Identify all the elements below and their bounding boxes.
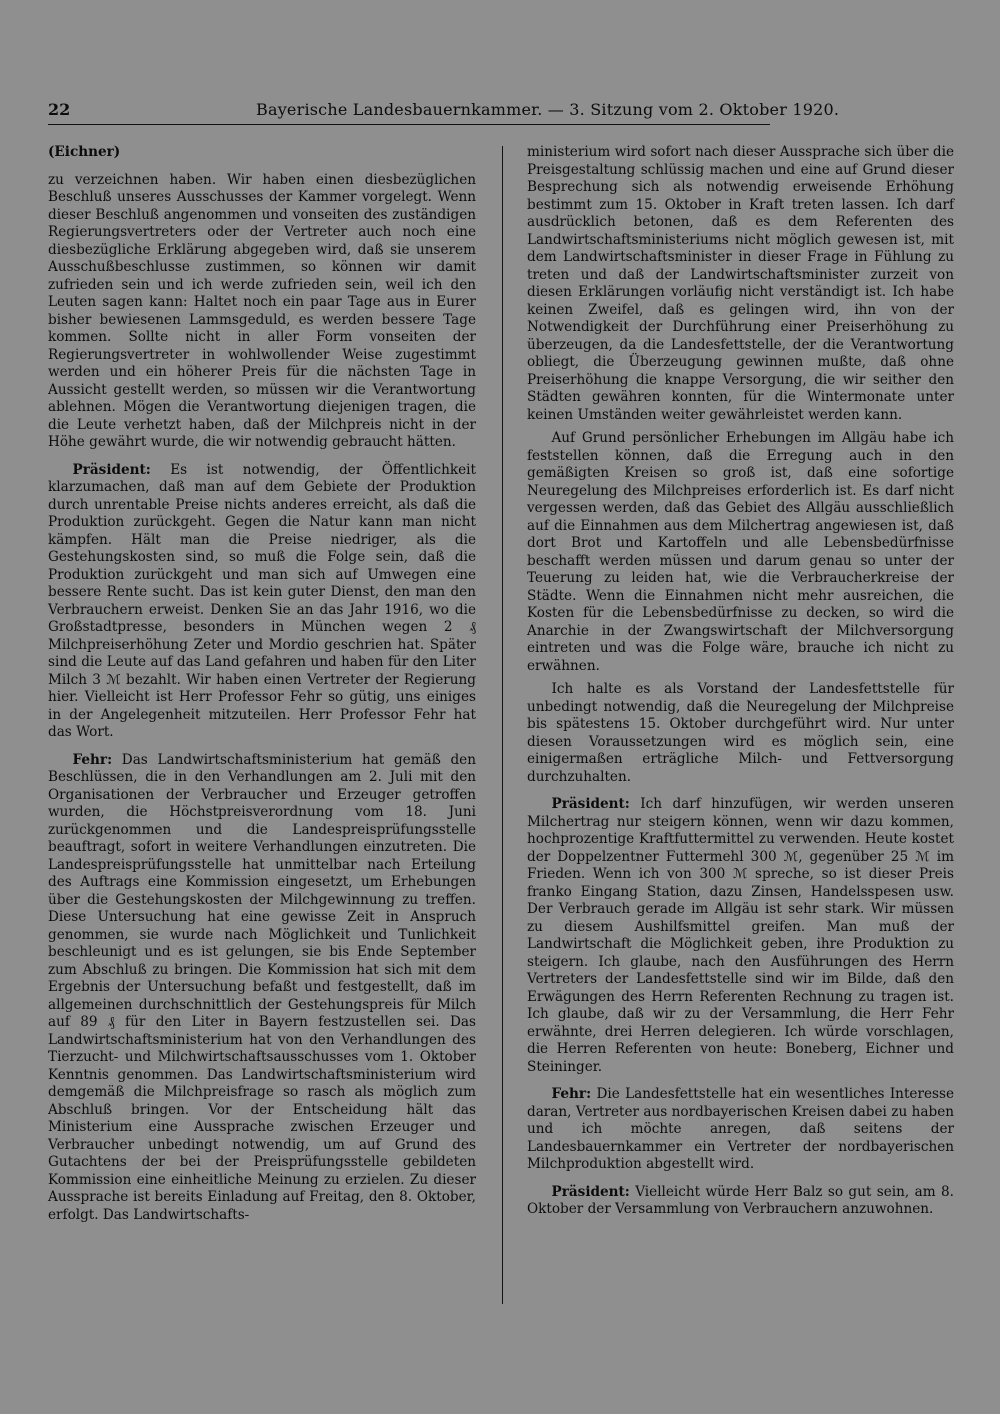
- paragraph: Auf Grund persönlicher Erhebungen im Allgäu habe ich feststellen können, daß die Erregung auch in den gemäßigten Kreisen so groß ist, daß eine sofortige Neuregelung des Milchpreises erforderlich ist. Es darf nicht vergessen werden, daß das Gebiet des Allgäu ausschließlich auf die Einnahmen aus dem Milchertrag angewiesen ist, daß dort Brot und Kartoffeln und alle Lebensbedürfnisse beschafft werden müssen und darum genau so unter der Teuerung zu leiden hat, wie die Verbraucherkreise der Städte. Wenn die Einnahmen nicht mehr ausreichen, die Kosten für die Lebensbedürfnisse zu decken, so wird die Anarchie in der Zwangswirtschaft der Milchversorgung eintreten und was die Folge wäre, brauche ich nicht zu erwähnen.: [527, 430, 954, 674]
- paragraph: ministerium wird sofort nach dieser Aussprache sich über die Preisgestaltung schlüssig machen und eine auf Grund dieser Besprechung sich als notwendig erweisende Erhöhung bestimmt zum 15. Oktober in Kraft treten lassen. Ich darf ausdrücklich betonen, daß es dem Referenten des Landwirtschaftsministeriums nicht möglich gewesen ist, mit dem Landwirtschaftsminister in dieser Frage in Fühlung zu treten und daß der Landwirtschaftsminister zurzeit von diesen Erklärungen vorläufig nicht verständigt ist. Ich habe keinen Zweifel, daß es gelingen wird, ihn von der Notwendigkeit der Durchführung einer Preiserhöhung zu überzeugen, da die Landesfettstelle, der die Verantwortung obliegt, die Überzeugung gewinnen mußte, daß ohne Preiserhöhung die knappe Versorgung, die wir seither den Städten gewähren konnten, für die Wintermonate unter keinen Umständen weiter gewährleistet werden kann.: [527, 144, 954, 423]
- speaker-label: Präsident:: [551, 1183, 630, 1200]
- paragraph-text: Die Landesfettstelle hat ein wesentliches Interesse daran, Vertreter aus nordbayerischen Kreisen dabei zu haben und ich möchte anregen, daß seitens der Landesbauernkammer ein Vertreter der nordbayerischen Milchproduktion abgestellt wird.: [527, 1086, 954, 1172]
- paragraph-text: Das Landwirtschaftsministerium hat gemäß den Beschlüssen, die in den Verhandlungen am 2. Juli mit den Organisationen der Verbraucher und Erzeuger getroffen wurden, die Höchstpreisverordnung vom 18. Juni zurückgenommen und die Landespreisprüfungsstelle beauftragt, sofort in weitere Verhandlungen einzutreten. Die Landespreisprüfungsstelle hat unmittelbar nach Erteilung des Auftrags eine Kommission eingesetzt, um Erhebungen über die Gestehungskosten der Milchgewinnung zu treffen. Diese Untersuchung hat eine gewisse Zeit in Anspruch genommen, sie wurde nach Möglichkeit und Tunlichkeit beschleunigt und es ist gelungen, sie bis Ende September zum Abschluß zu bringen. Die Kommission hat sich mit dem Ergebnis der Untersuchung befaßt und festgestellt, daß im allgemeinen durchschnittlich der Gestehungspreis für Milch auf 89 ₰ für den Liter in Bayern festzustellen sei. Das Landwirtschaftsministerium hat von den Verhandlungen des Tierzucht- und Milchwirtschaftsausschusses vom 1. Oktober Kenntnis genommen. Das Landwirtschaftsministerium wird demgemäß die Milchpreisfrage so rasch als möglich zum Abschluß bringen. Vor der Entscheidung hält das Ministerium eine Aussprache zwischen Erzeuger und Verbraucher unbedingt notwendig, um auf Grund des Gutachtens der bei der Preisprüfungsstelle gebildeten Kommission eine einheitliche Meinung zu erzielen. Zu dieser Aussprache ist bereits Einladung auf Freitag, den 8. Oktober, erfolgt. Das Landwirtschafts-: [48, 751, 476, 1223]
- speaker-label: Präsident:: [551, 796, 630, 812]
- column-divider: [502, 146, 503, 1304]
- speaker-label: Fehr:: [72, 751, 113, 768]
- paragraph: [48, 462, 476, 742]
- page-header: [48, 98, 840, 122]
- right-column: [527, 144, 954, 1229]
- paragraph: [48, 752, 476, 1225]
- paragraph: [527, 1184, 954, 1219]
- header-rule: [48, 124, 770, 125]
- paragraph-text: Es ist notwendig, der Öffentlichkeit klarzumachen, daß man auf dem Gebiete der Produktion durch unrentable Preise nichts anderes erreicht, als daß die Produktion zurückgeht. Gegen die Natur kann man nicht kämpfen. Hält man die Preise niedriger, als die Gestehungskosten sind, so muß die Folge sein, daß die Produktion zurückgeht und man sich auf Umwegen eine bessere Rente sucht. Das ist kein guter Dienst, den man den Verbrauchern erweist. Denken Sie an das Jahr 1916, wo die Großstadtpresse, besonders in München wegen 2 ₰ Milchpreiserhöhung Zeter und Mordio geschrien hat. Später sind die Leute auf das Land gefahren und haben für den Liter Milch 3 ℳ bezahlt. Wir haben einen Vertreter der Regierung hier. Vielleicht ist Herr Professor Fehr so gütig, uns einiges in der Angelegenheit mitzuteilen. Herr Professor Fehr hat das Wort.: [48, 461, 476, 740]
- paragraph: [527, 796, 954, 1076]
- speaker-continued: (Eichner): [48, 144, 121, 160]
- paragraph: zu verzeichnen haben. Wir haben einen diesbezüglichen Beschluß unseres Ausschusses der Kammer vorgelegt. Wenn dieser Beschluß angenommen und vonseiten des zuständigen Regierungsvertreters oder der Vertreter auch noch eine diesbezügliche Erklärung abgegeben wird, daß sie unserem Ausschußbeschlusse zustimmen, so können wir damit zufrieden sein und ich werde zufrieden sein, weil ich den Leuten sagen kann: Haltet noch ein paar Tage aus in Eurer bisher bewiesenen Lammsgeduld, es werden bessere Tage kommen. Sollte nicht in aller Form vonseiten der Regierungsvertreter in wohlwollender Weise zugestimmt werden und ein höherer Preis für die nächsten Tage in Aussicht gestellt werden, so müssen wir die Verantwortung ablehnen. Mögen die Verantwortung diejenigen tragen, die die Leute verhetzt haben, daß der Milchpreis nicht in der Höhe gewährt wurde, die wir notwendig gebraucht hätten.: [48, 171, 476, 450]
- paragraph: [527, 1086, 954, 1174]
- paragraph-text: Vielleicht würde Herr Balz so gut sein, am 8. Oktober der Versammlung von Verbrauchern anzuwohnen.: [527, 1183, 954, 1217]
- paragraph-text: Ich darf hinzufügen, wir werden unseren Milchertrag nur steigern können, wenn wir dazu kommen, hochprozentige Kraftfuttermittel zu verwenden. Heute kostet der Doppelzentner Futtermehl 300 ℳ, gegenüber 25 ℳ im Frieden. Wenn ich von 300 ℳ spreche, so ist dieser Preis franko Eingang Station, dazu Zinsen, Handelsspesen usw. Der Verbrauch gerade im Allgäu ist sehr stark. Wir müssen zu diesem Aushilfsmittel greifen. Man muß der Landwirtschaft die Möglichkeit geben, ihre Produktion zu steigern. Ich glaube, nach den Ausführungen des Herrn Vertreters der Landesfettstelle sind wir im Bilde, daß den Erwägungen des Herrn Referenten Rechnung zu tragen ist. Ich glaube, daß wir zu der Versammlung, die Herr Fehr erwähnte, drei Herren delegieren. Ich würde vorschlagen, die Herren Referenten von heute: Boneberg, Eichner und Steininger.: [527, 796, 954, 1075]
- speaker-label: Präsident:: [72, 461, 151, 478]
- paragraph: Ich halte es als Vorstand der Landesfettstelle für unbedingt notwendig, daß die Neuregelung der Milchpreise bis spätestens 15. Oktober durchgeführt wird. Nur unter diesen Voraussetzungen wird es möglich sein, eine einigermaßen erträgliche Milch- und Fettversorgung durchzuhalten.: [527, 681, 954, 785]
- page-number: 22: [48, 100, 71, 119]
- left-column: [48, 144, 476, 1234]
- speaker-label: Fehr:: [551, 1086, 592, 1102]
- running-title: Bayerische Landesbauernkammer. — 3. Sitzung vom 2. Oktober 1920.: [256, 100, 840, 119]
